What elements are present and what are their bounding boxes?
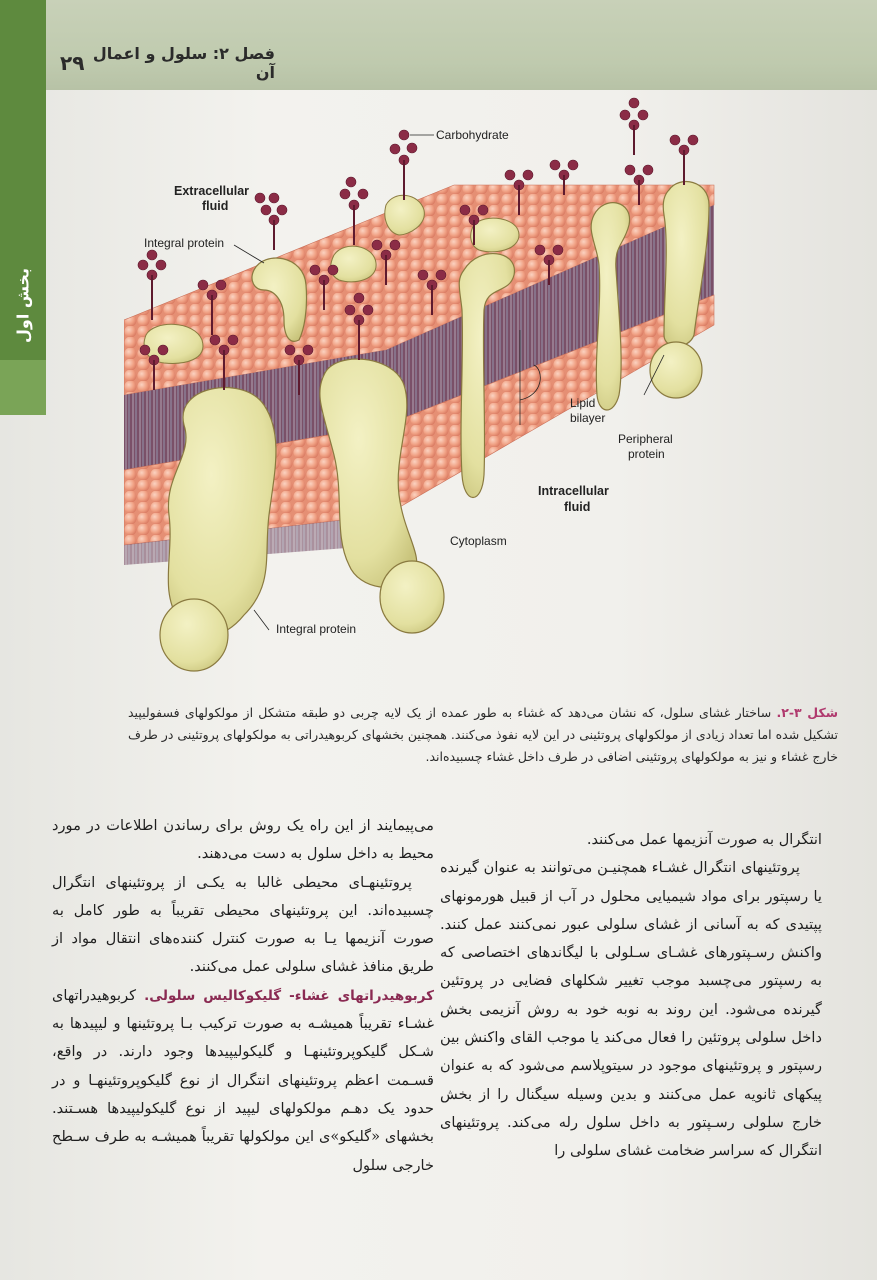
chapter-title: فصل ۲: سلول و اعمال آن [92, 44, 275, 82]
body-column-left [52, 812, 434, 1180]
label-integral-protein-bottom: Integral protein [276, 622, 357, 636]
membrane-figure [124, 95, 738, 675]
label-intracellular-2: fluid [564, 500, 591, 514]
label-integral-protein-top: Integral protein [144, 236, 225, 250]
label-intracellular-1: Intracellular [538, 484, 609, 498]
label-cytoplasm: Cytoplasm [450, 534, 507, 548]
label-carbohydrate: Carbohydrate [436, 128, 509, 142]
figure-caption [128, 702, 838, 768]
paragraph: می‌پیمایند از این راه یک روش برای رساندن اطلاعات در مورد محیط به داخل سلول به دست می‌دهند. [52, 817, 434, 863]
paragraph [52, 982, 434, 1180]
running-header [60, 44, 275, 82]
label-peripheral-1: Peripheral [618, 432, 673, 446]
label-extracellular-1: Extracellular [174, 184, 250, 198]
paragraph: پروتئینهای انتگرال غشـاء همچنیـن می‌توانند به عنوان گیرنده یا رسپتور برای مواد شیمیایی محلول در آب از قبیل هورمونهای پپتیدی که به آسانی از غشای سلولی عبور نمی‌کنند عمل کنند. واکنش رسـپتورهای غشـای سـلولی با لیگاندهای اختصاصی که به رسپتور می‌چسبد موجب تغییر شکلهای فضایی در پروتئین گیرنده می‌شود. این روند به نوبه خود به روش آنزیمی بخش داخل سلولی پروتئین را فعال می‌کند یا موجب القای واکنش بین رسپتور و پروتئینهای موجود در سیتوپلاسم می‌شود که به عنوان پیکهای ثانویه عمل می‌کنند و بدین وسیله سیگنال را از بخش خارج سلولی رسـپتور به داخل سلول رله می‌کند. پروتئینهای انتگرال که سراسر ضخامت غشای سلولی را [440, 859, 822, 1160]
label-lipid-1: Lipid [570, 396, 596, 410]
caption-label: شکل ۳-۲. [776, 705, 839, 720]
label-lipid-2: bilayer [570, 411, 606, 425]
side-tab-accent [0, 360, 46, 415]
membrane-illustration [124, 95, 738, 675]
paragraph-text: کربوهیدراتهای غشـاء تقریباً همیشـه به صورت ترکیب بـا پروتئینها و لیپیدها به شـکل گلیکوپروتئینهـا و گلیکولیپیدها وجود دارند. در واقع، قسـمت اعظم پروتئینهای انتگرال از نوع گلیکوپروتئینهـا و در حدود یک دهـم مولکولهای لیپید از نوع گلیکولیپیدها هسـتند. بخشهای «گلیکو»ی این مولکولها تقریباً همیشـه به طرف سـطح خارجی سلول [52, 986, 434, 1174]
caption-text: ساختار غشای سلول، که نشان می‌دهد که غشاء به طور عمده از یک لایه چربی دو طبقه متشکل از مولکولهای فسفولیپید تشکیل شده اما تعداد زیادی از مولکولهای پروتئینی در این لایه نفوذ می‌کنند. همچنین بخشهای کربوهیدراتی به مولکولهای پروتئینی در طرف خارج غشاء و نیز به مولکولهای پروتئینی اضافی در طرف داخل غشاء چسبیده‌اند. [128, 705, 838, 764]
label-peripheral-2: protein [628, 447, 665, 461]
section-subheading: کربوهیدراتهای غشاء- گلیکوکالیس سلولی. [144, 987, 434, 1004]
body-column-right [440, 826, 822, 1166]
label-extracellular-2: fluid [202, 199, 229, 213]
page-number: ۲۹ [60, 51, 85, 75]
paragraph: پروتئینهـای محیطی غالبا به یکـی از پروتئینهای انتگرال چسبیده‌اند. این پروتئینهای محیطی تقریباً به طور کامل به صورت آنزیمها یـا به صورت کنترل کننده‌های انتقال مواد از طریق منافذ غشای سلولی عمل می‌کنند. [52, 873, 434, 976]
side-tab-label: بخش اول [13, 267, 33, 343]
paragraph: انتگرال به صورت آنزیمها عمل می‌کنند. [586, 831, 822, 848]
